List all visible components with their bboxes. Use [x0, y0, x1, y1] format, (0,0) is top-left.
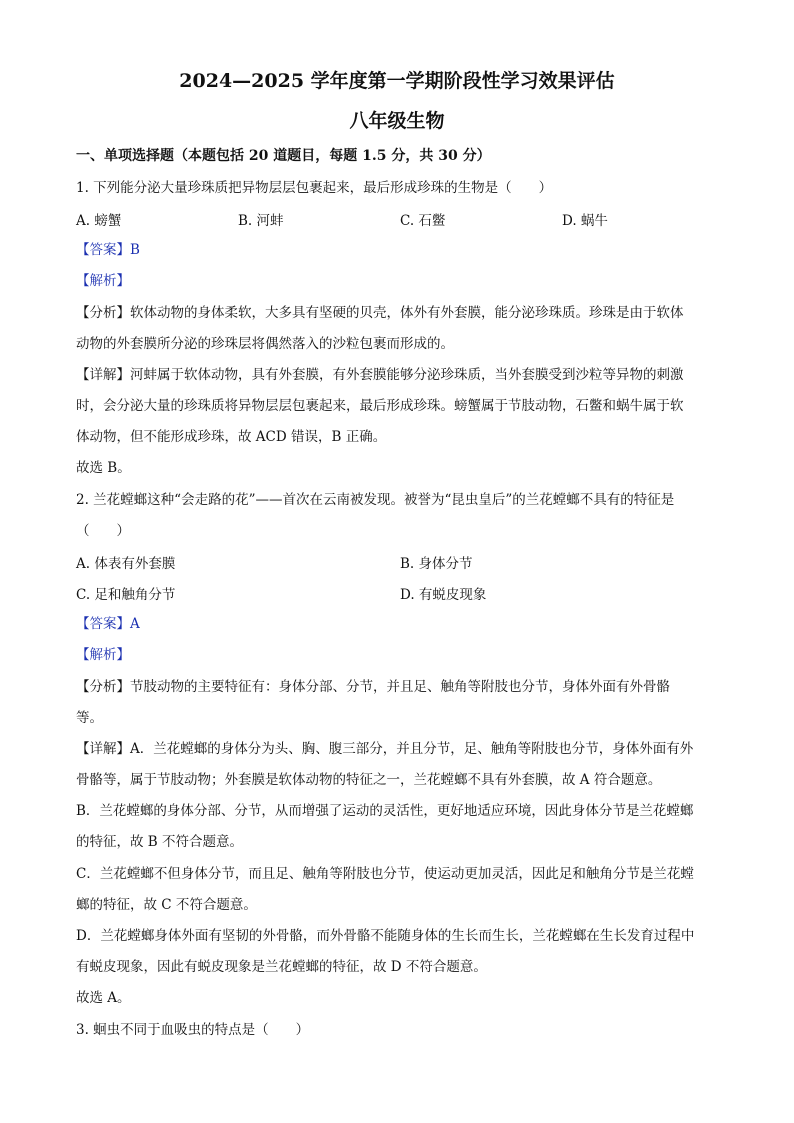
q1-analysis-tag	[76, 271, 130, 291]
document-subtitle: 八年级生物	[349, 110, 445, 132]
q2-stem-line-1: 2. 兰花螳螂这种“会走路的花”——首次在云南被发现。被誉为“昆虫皇后”的兰花螳螂不具有的特征是	[76, 492, 675, 508]
q1-option-d: D. 蜗牛	[562, 213, 608, 229]
q2-conclusion: 故选 A。	[76, 990, 131, 1006]
xiangjie-tag: 【详解】	[76, 367, 130, 383]
q3-stem: 3. 蛔虫不同于血吸虫的特点是（ ）	[76, 1022, 310, 1038]
q1-option-a: A. 螃蟹	[76, 213, 122, 229]
q1-stem: 1. 下列能分泌大量珍珠质把异物层层包裹起来，最后形成珍珠的生物是（ ）	[76, 180, 553, 196]
q2-option-d: D. 有蜕皮现象	[400, 587, 487, 603]
fenxi-text: 软体动物的身体柔软，大多具有坚硬的贝壳，体外有外套膜，能分泌珍珠质。珍珠是由于软体	[130, 305, 684, 321]
q1-option-c: C. 石鳖	[400, 213, 446, 229]
section-heading: 一、单项选择题（本题包括 20 道题目，每题 1.5 分，共 30 分）	[76, 148, 491, 164]
q1-answer	[76, 240, 140, 260]
fenxi-tag: 【分析】	[76, 305, 130, 321]
xiangjie-tag: 【详解】	[76, 741, 130, 757]
fenxi-tag: 【分析】	[76, 679, 130, 695]
q2-analysis-tag	[76, 645, 130, 665]
q1-fenxi-line-1	[76, 303, 684, 323]
q2-option-c-explain-1: C．兰花螳螂不但身体分节，而且足、触角等附肢也分节，使运动更加灵活，因此足和触角分节是兰花螳	[76, 866, 694, 882]
q1-xiangjie-line-1	[76, 365, 684, 385]
xiangjie-text: A．兰花螳螂的身体分为头、胸、腹三部分，并且分节，足、触角等附肢也分节，身体外面有外	[130, 741, 694, 757]
q1-conclusion: 故选 B。	[76, 460, 131, 476]
q2-stem-line-2: （ ）	[76, 523, 130, 539]
answer-value: B	[130, 242, 140, 258]
xiangjie-text: 河蚌属于软体动物，具有外套膜，有外套膜能够分泌珍珠质，当外套膜受到沙粒等异物的刺激	[130, 367, 684, 383]
q2-fenxi-line-2: 等。	[76, 710, 103, 726]
q2-option-a: A. 体表有外套膜	[76, 556, 176, 572]
q2-xiangjie-line-1	[76, 739, 693, 759]
q2-option-b-explain-1: B．兰花螳螂的身体分部、分节，从而增强了运动的灵活性，更好地适应环境，因此身体分节是兰花螳螂	[76, 803, 694, 819]
q1-xiangjie-line-2: 时，会分泌大量的珍珠质将异物层层包裹起来，最后形成珍珠。螃蟹属于节肢动物，石鳖和蜗牛属于软	[76, 398, 684, 414]
answer-value: A	[130, 616, 140, 632]
fenxi-text: 节肢动物的主要特征有：身体分部、分节，并且足、触角等附肢也分节，身体外面有外骨骼	[130, 679, 670, 695]
answer-tag: 【答案】	[76, 616, 130, 632]
q2-option-b: B. 身体分节	[400, 556, 473, 572]
analysis-tag: 【解析】	[76, 647, 130, 663]
q1-fenxi-line-2: 动物的外套膜所分泌的珍珠层将偶然落入的沙粒包裹而形成的。	[76, 336, 454, 352]
q1-xiangjie-line-3: 体动物，但不能形成珍珠，故 ACD 错误，B 正确。	[76, 429, 387, 445]
q1-option-b: B. 河蚌	[238, 213, 284, 229]
q2-option-d-explain-2: 有蜕皮现象，因此有蜕皮现象是兰花螳螂的特征，故 D 不符合题意。	[76, 959, 487, 975]
q2-option-d-explain-1: D．兰花螳螂身体外面有坚韧的外骨骼，而外骨骼不能随身体的生长而生长，兰花螳螂在生长发育过程中	[76, 928, 695, 944]
answer-tag: 【答案】	[76, 242, 130, 258]
q2-option-b-explain-2: 的特征，故 B 不符合题意。	[76, 834, 244, 850]
q2-option-c: C. 足和触角分节	[76, 587, 176, 603]
q2-xiangjie-line-2: 骨骼等，属于节肢动物；外套膜是软体动物的特征之一，兰花螳螂不具有外套膜，故 A 符合题意。	[76, 772, 662, 788]
q2-option-c-explain-2: 螂的特征，故 C 不符合题意。	[76, 897, 257, 913]
analysis-tag: 【解析】	[76, 273, 130, 289]
q2-fenxi-line-1	[76, 677, 670, 697]
document-title: 2024—2025 学年度第一学期阶段性学习效果评估	[179, 70, 615, 92]
q2-answer	[76, 614, 140, 634]
